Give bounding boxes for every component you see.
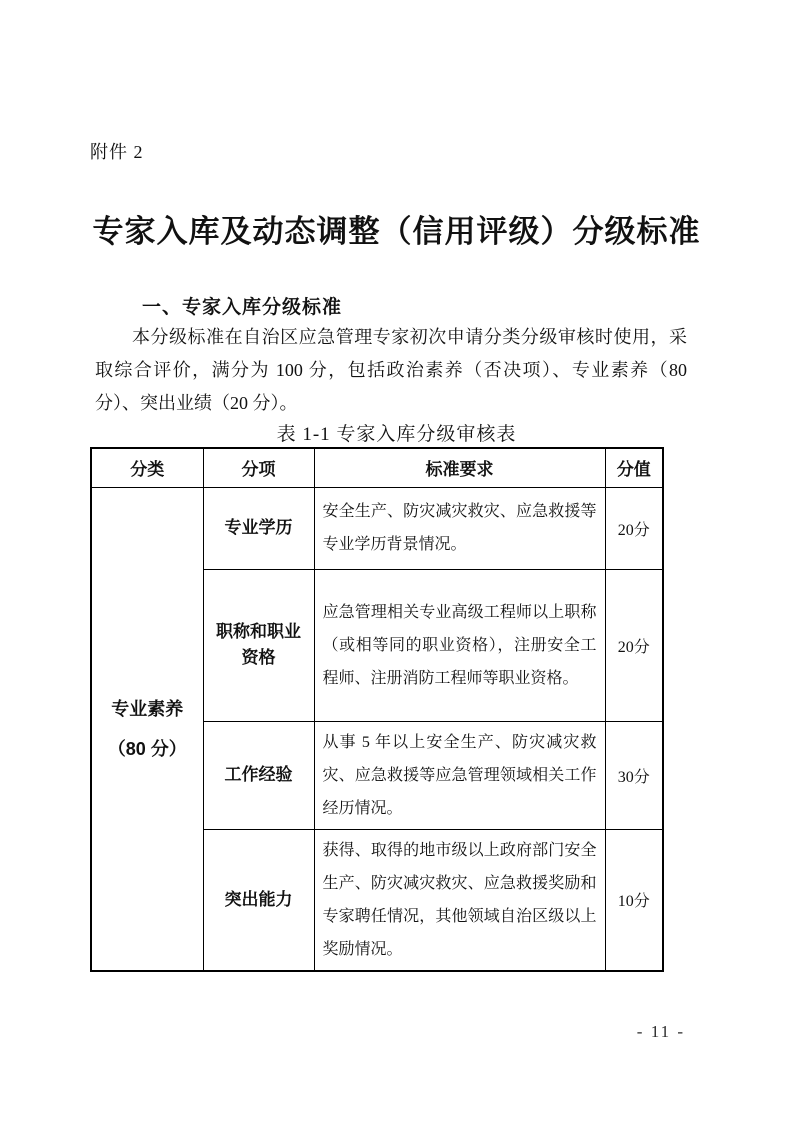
header-score: 分值 (605, 448, 663, 487)
score-cell: 20分 (605, 569, 663, 721)
table-caption: 表 1-1 专家入库分级审核表 (276, 424, 517, 445)
requirement-cell: 从事 5 年以上安全生产、防灾减灾救灾、应急救援等应急管理领域相关工作经历情况。 (314, 721, 605, 829)
requirement-cell: 获得、取得的地市级以上政府部门安全生产、防灾减灾救灾、应急救援奖励和专家聘任情况，其他领域自治区级以上奖励情况。 (314, 829, 605, 971)
category-line2: （80 分） (107, 738, 187, 759)
grading-table (90, 447, 664, 972)
item-cell: 职称和职业资格 (203, 569, 314, 721)
table-row (91, 487, 663, 569)
page-title: 专家入库及动态调整（信用评级）分级标准 (92, 214, 701, 249)
score-cell: 10分 (605, 829, 663, 971)
header-item: 分项 (203, 448, 314, 487)
intro-paragraph: 本分级标准在自治区应急管理专家初次申请分类分级审核时使用，采取综合评价，满分为 100 分，包括政治素养（否决项）、专业素养（80 分）、突出业绩（20 分）。 (95, 327, 687, 413)
table-header-row (91, 448, 663, 487)
attachment-label: 附件 2 (90, 142, 144, 162)
page-number: - 11 - (636, 1022, 685, 1041)
header-category: 分类 (91, 448, 203, 487)
score-cell: 30分 (605, 721, 663, 829)
requirement-cell: 安全生产、防灾减灾救灾、应急救援等专业学历背景情况。 (314, 487, 605, 569)
score-cell: 20分 (605, 487, 663, 569)
category-cell (91, 487, 203, 971)
item-cell: 突出能力 (203, 829, 314, 971)
item-cell: 专业学历 (203, 487, 314, 569)
requirement-cell: 应急管理相关专业高级工程师以上职称（或相等同的职业资格），注册安全工程师、注册消防工程师等职业资格。 (314, 569, 605, 721)
category-line1: 专业素养 (111, 698, 184, 719)
header-requirement: 标准要求 (314, 448, 605, 487)
section-heading: 一、专家入库分级标准 (142, 297, 343, 318)
item-cell: 工作经验 (203, 721, 314, 829)
